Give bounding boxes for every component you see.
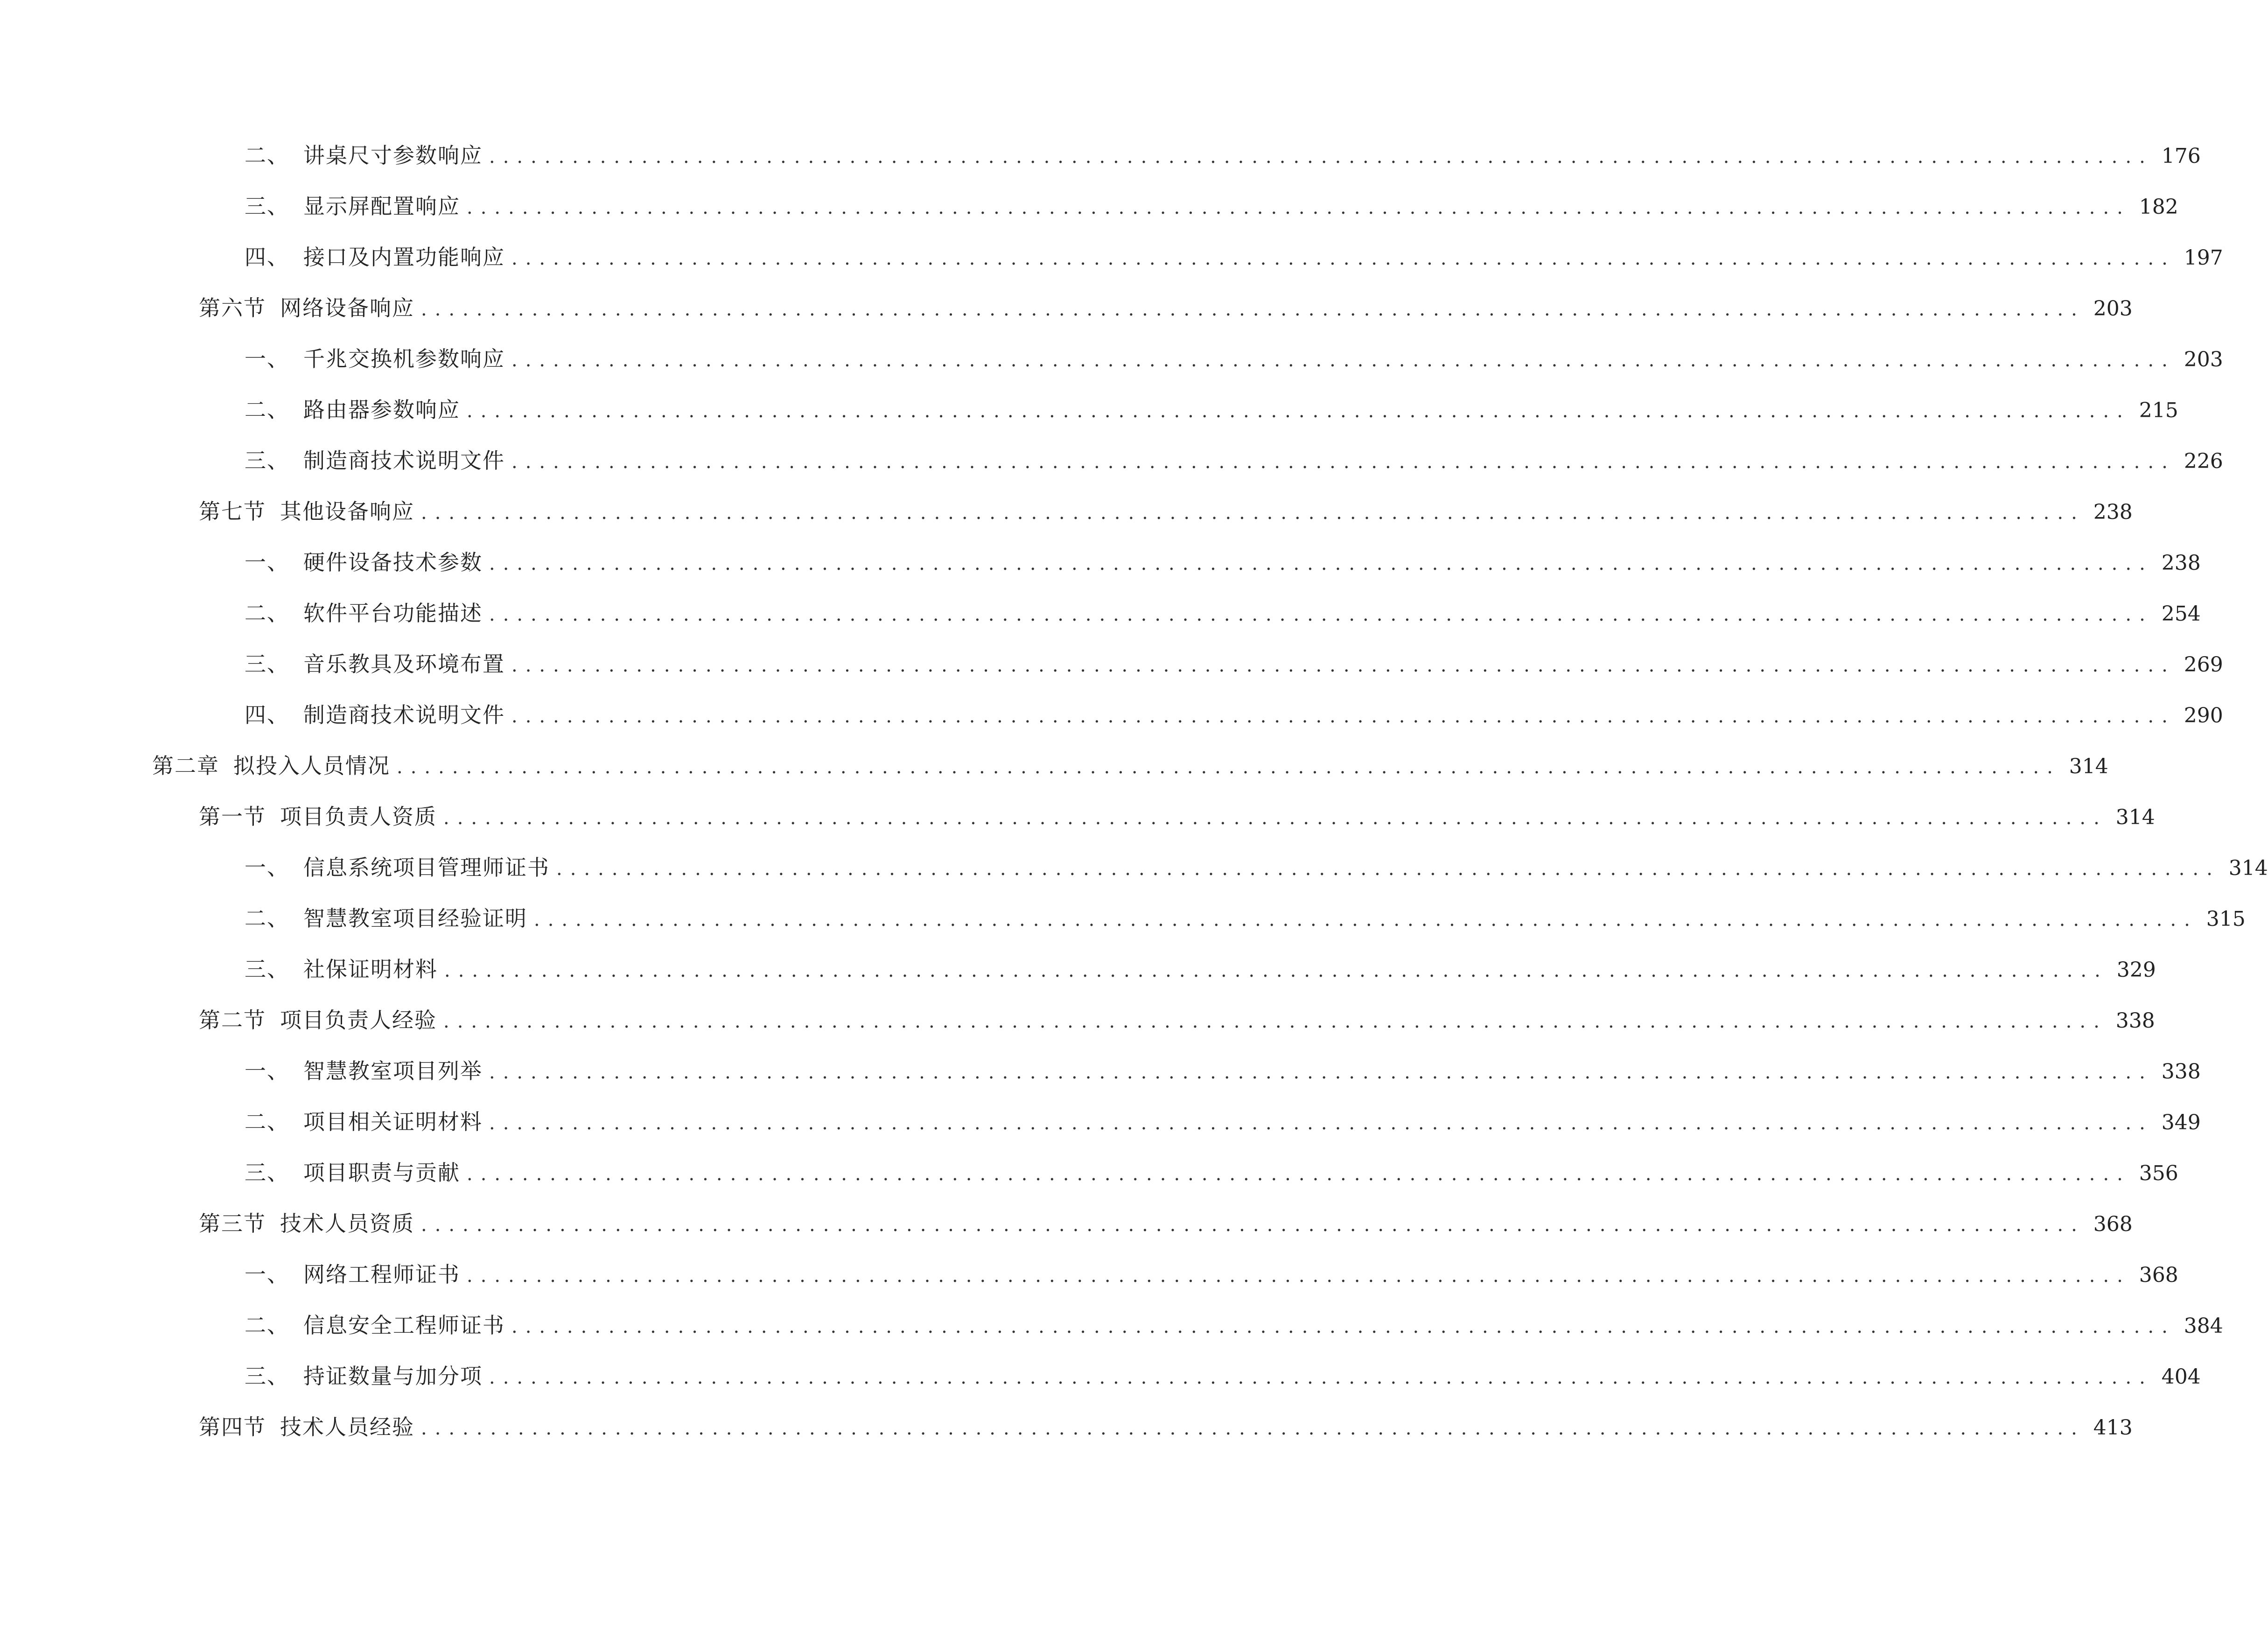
- toc-entry-page-number: 203: [2093, 297, 2133, 321]
- toc-entry[interactable]: [245, 953, 2156, 986]
- dot-leader: ........................................................................................................................: [511, 655, 2176, 676]
- toc-entry-page-number: 203: [2184, 348, 2223, 371]
- toc-entry[interactable]: [245, 1055, 2201, 1087]
- toc-entry-page-number: 226: [2184, 449, 2223, 473]
- toc-entry-marker: 第一节: [199, 804, 266, 829]
- toc-entry[interactable]: [245, 190, 2178, 223]
- toc-entry-marker: 第六节: [199, 295, 266, 321]
- toc-entry-page-number: 290: [2184, 704, 2223, 728]
- dot-leader: ........................................................................................................................: [421, 502, 2085, 524]
- toc-entry-title: 智慧教室项目经验证明: [303, 906, 527, 931]
- toc-entry-marker: 三、: [245, 1364, 289, 1389]
- dot-leader: ........................................................................................................................: [444, 960, 2108, 981]
- toc-entry-title: 音乐教具及环境布置: [303, 651, 505, 677]
- toc-entry-marker: 三、: [245, 651, 289, 677]
- toc-entry-title: 信息系统项目管理师证书: [303, 855, 550, 880]
- dot-leader: ........................................................................................................................: [489, 146, 2153, 168]
- toc-entry-title: 硬件设备技术参数: [303, 550, 483, 575]
- dot-leader: ........................................................................................................................: [489, 1062, 2153, 1083]
- dot-leader: ........................................................................................................................: [489, 604, 2153, 625]
- dot-leader: ........................................................................................................................: [467, 1265, 2131, 1287]
- toc-entry[interactable]: [245, 393, 2178, 426]
- toc-entry-title: 技术人员经验: [280, 1414, 414, 1440]
- dot-leader: ........................................................................................................................: [443, 1011, 2107, 1032]
- toc-entry[interactable]: [199, 800, 2155, 833]
- toc-entry-page-number: 238: [2093, 500, 2133, 524]
- toc-entry-title: 路由器参数响应: [303, 397, 460, 422]
- toc-entry-page-number: 314: [2228, 856, 2268, 880]
- toc-entry[interactable]: [245, 1105, 2201, 1138]
- toc-entry-page-number: 314: [2069, 755, 2108, 778]
- toc-entry[interactable]: [199, 495, 2133, 528]
- toc-entry-page-number: 356: [2139, 1161, 2178, 1185]
- toc-entry[interactable]: [152, 749, 2108, 782]
- toc-entry-page-number: 315: [2206, 907, 2246, 931]
- toc-entry-page-number: 254: [2161, 602, 2201, 626]
- toc-entry-marker: 一、: [245, 1058, 289, 1084]
- toc-entry-page-number: 349: [2161, 1111, 2201, 1134]
- toc-entry-title: 社保证明材料: [303, 957, 438, 982]
- toc-entry[interactable]: [245, 343, 2223, 375]
- dot-leader: ........................................................................................................................: [511, 350, 2176, 371]
- dot-leader: ........................................................................................................................: [489, 553, 2153, 574]
- toc-entry-page-number: 368: [2093, 1212, 2133, 1236]
- toc-entry-marker: 二、: [245, 1313, 289, 1338]
- toc-entry-page-number: 404: [2161, 1365, 2201, 1389]
- toc-entry[interactable]: [245, 648, 2223, 680]
- toc-entry-title: 其他设备响应: [280, 499, 414, 524]
- dot-leader: ........................................................................................................................: [511, 248, 2176, 269]
- dot-leader: ........................................................................................................................: [489, 1112, 2153, 1134]
- dot-leader: ........................................................................................................................: [467, 197, 2131, 218]
- toc-entry-page-number: 197: [2184, 246, 2223, 270]
- toc-entry[interactable]: [245, 1360, 2201, 1392]
- toc-entry-page-number: 238: [2161, 551, 2201, 575]
- dot-leader: ........................................................................................................................: [421, 1214, 2085, 1236]
- toc-entry-title: 讲桌尺寸参数响应: [303, 143, 483, 168]
- dot-leader: ........................................................................................................................: [421, 299, 2085, 320]
- toc-entry[interactable]: [245, 241, 2223, 273]
- toc-entry[interactable]: [245, 546, 2201, 579]
- toc-entry-title: 项目负责人资质: [280, 804, 437, 829]
- toc-entry-page-number: 314: [2115, 805, 2155, 829]
- toc-entry[interactable]: [199, 1004, 2155, 1036]
- dot-leader: ........................................................................................................................: [489, 1367, 2153, 1388]
- toc-entry-marker: 四、: [245, 245, 289, 270]
- toc-entry-marker: 一、: [245, 1262, 289, 1287]
- toc-entry-page-number: 338: [2161, 1060, 2201, 1084]
- toc-entry-marker: 第三节: [199, 1211, 266, 1236]
- toc-entry-marker: 第二章: [152, 753, 219, 778]
- toc-entry-marker: 一、: [245, 550, 289, 575]
- toc-entry[interactable]: [245, 1156, 2178, 1189]
- toc-entry-page-number: 176: [2161, 144, 2201, 168]
- toc-entry-title: 显示屏配置响应: [303, 194, 460, 219]
- toc-entry[interactable]: [199, 1411, 2133, 1443]
- toc-entry-title: 项目负责人经验: [280, 1007, 437, 1033]
- toc-entry-title: 制造商技术说明文件: [303, 448, 505, 473]
- toc-entry-marker: 三、: [245, 194, 289, 219]
- toc-entry-marker: 二、: [245, 906, 289, 931]
- toc-entry-page-number: 329: [2116, 958, 2156, 982]
- toc-entry[interactable]: [199, 1207, 2133, 1240]
- toc-entry[interactable]: [199, 292, 2133, 324]
- dot-leader: ........................................................................................................................: [467, 1163, 2131, 1185]
- toc-entry-page-number: 182: [2139, 195, 2178, 219]
- toc-entry-title: 接口及内置功能响应: [303, 245, 505, 270]
- toc-entry-marker: 二、: [245, 601, 289, 626]
- toc-entry[interactable]: [245, 699, 2223, 731]
- toc-entry-title: 网络工程师证书: [303, 1262, 460, 1287]
- toc-entry[interactable]: [245, 902, 2246, 935]
- dot-leader: ........................................................................................................................: [511, 706, 2176, 727]
- toc-entry-marker: 三、: [245, 448, 289, 473]
- toc-entry-marker: 一、: [245, 855, 289, 880]
- toc-entry-marker: 一、: [245, 346, 289, 371]
- toc-entry-title: 拟投入人员情况: [233, 753, 390, 778]
- toc-entry-title: 千兆交换机参数响应: [303, 346, 505, 371]
- toc-entry[interactable]: [245, 1258, 2178, 1291]
- toc-entry-page-number: 413: [2093, 1416, 2133, 1440]
- dot-leader: ........................................................................................................................: [443, 807, 2107, 829]
- toc-entry-marker: 二、: [245, 397, 289, 422]
- toc-entry-marker: 四、: [245, 702, 289, 728]
- toc-entry-marker: 三、: [245, 957, 289, 982]
- toc-entry-marker: 三、: [245, 1160, 289, 1185]
- dot-leader: ........................................................................................................................: [534, 909, 2198, 930]
- toc-entry-marker: 二、: [245, 1109, 289, 1134]
- dot-leader: ........................................................................................................................: [421, 1418, 2085, 1439]
- toc-entry[interactable]: [245, 597, 2201, 630]
- toc-entry-title: 项目职责与贡献: [303, 1160, 460, 1185]
- toc-entry-page-number: 269: [2184, 653, 2223, 677]
- toc-entry-title: 智慧教室项目列举: [303, 1058, 483, 1084]
- toc-entry-title: 项目相关证明材料: [303, 1109, 483, 1134]
- toc-entry-marker: 第二节: [199, 1007, 266, 1033]
- dot-leader: ........................................................................................................................: [467, 400, 2131, 422]
- toc-entry-page-number: 368: [2139, 1263, 2178, 1287]
- toc-entry-title: 制造商技术说明文件: [303, 702, 505, 728]
- toc-entry[interactable]: [245, 139, 2201, 172]
- toc-entry[interactable]: [245, 444, 2223, 477]
- dot-leader: ........................................................................................................................: [511, 451, 2176, 473]
- dot-leader: ........................................................................................................................: [556, 858, 2220, 880]
- toc-entry-page-number: 384: [2184, 1314, 2223, 1338]
- toc-entry-title: 网络设备响应: [280, 295, 414, 321]
- toc-entry-page-number: 215: [2139, 399, 2178, 422]
- toc-entry-title: 软件平台功能描述: [303, 601, 483, 626]
- dot-leader: ........................................................................................................................: [511, 1316, 2176, 1337]
- toc-entry-page-number: 338: [2115, 1009, 2155, 1033]
- dot-leader: ........................................................................................................................: [397, 756, 2061, 778]
- toc-entry-title: 信息安全工程师证书: [303, 1313, 505, 1338]
- toc-entry-title: 技术人员资质: [280, 1211, 414, 1236]
- toc-entry-title: 持证数量与加分项: [303, 1364, 483, 1389]
- toc-entry-marker: 第七节: [199, 499, 266, 524]
- toc-entry-marker: 第四节: [199, 1414, 266, 1440]
- toc-entry[interactable]: [245, 851, 2268, 884]
- toc-entry-marker: 二、: [245, 143, 289, 168]
- toc-entry[interactable]: [245, 1309, 2223, 1342]
